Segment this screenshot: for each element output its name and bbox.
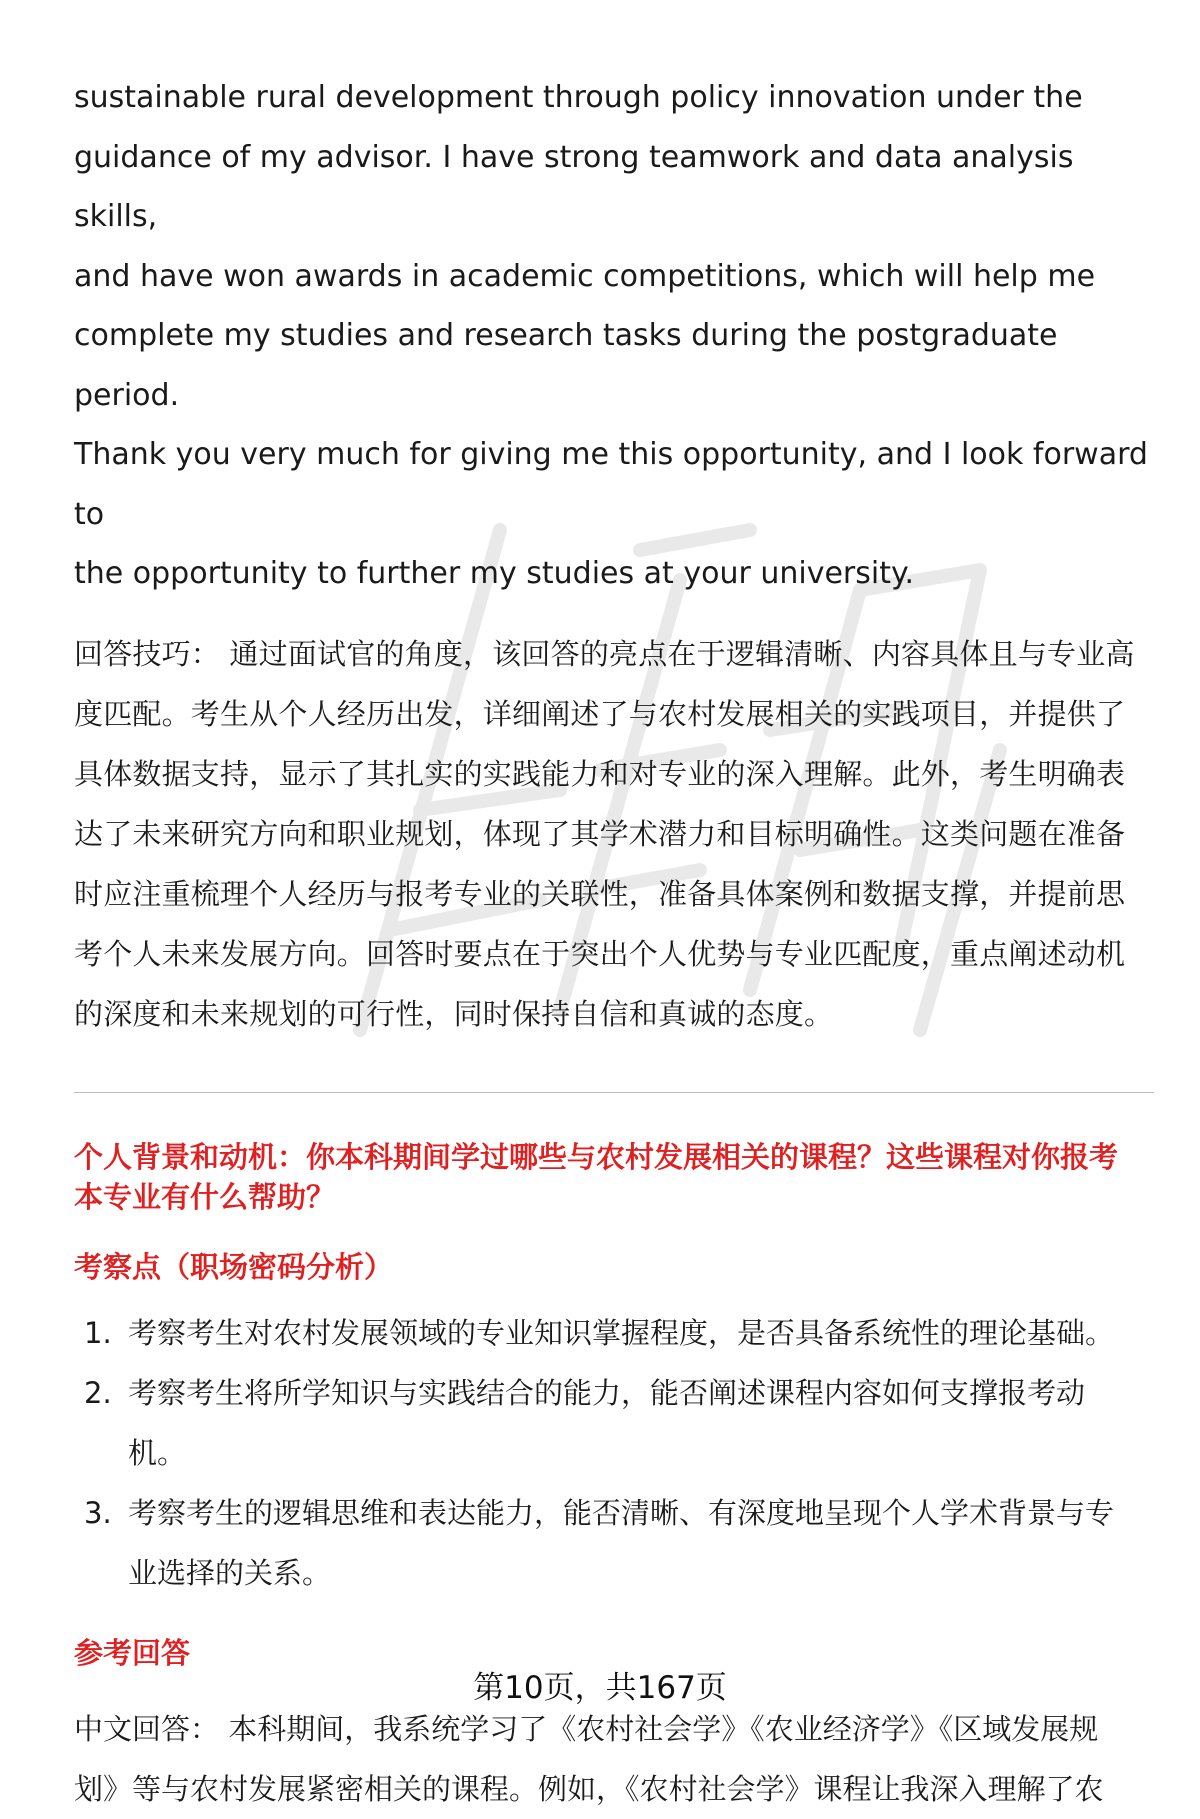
- list-item-text: 考察考生将所学知识与实践结合的能力，能否阐述课程内容如何支撑报考动: [128, 1375, 1086, 1410]
- question-heading: [74, 1137, 1154, 1217]
- text-line: complete my studies and research tasks during the postgraduate period.: [74, 318, 1058, 413]
- text-line: 本专业有什么帮助？: [74, 1179, 336, 1214]
- text-line: 度匹配。考生从个人经历出发，详细阐述了与农村发展相关的实践项目，并提供了: [74, 696, 1126, 731]
- text-line: guidance of my advisor. I have strong teamwork and data analysis skills,: [74, 139, 1074, 234]
- chinese-answer-paragraph: [74, 1699, 1154, 1819]
- assessment-points-list: [74, 1303, 1154, 1603]
- list-item-text: 考察考生的逻辑思维和表达能力，能否清晰、有深度地呈现个人学术背景与专: [128, 1495, 1115, 1530]
- list-item: [74, 1303, 1154, 1363]
- text-line: 时应注重梳理个人经历与报考专业的关联性，准备具体案例和数据支撑，并提前思: [74, 876, 1126, 911]
- text-line: 划》等与农村发展紧密相关的课程。例如，《农村社会学》课程让我深入理解了农: [74, 1771, 1104, 1806]
- text-line: and have won awards in academic competitions, which will help me: [74, 258, 1096, 294]
- section-divider: [74, 1092, 1154, 1093]
- list-item-text: 业选择的关系。: [128, 1555, 332, 1590]
- reference-answer-heading: 参考回答: [74, 1635, 191, 1670]
- text-line: 达了未来研究方向和职业规划，体现了其学术潜力和目标明确性。这类问题在准备: [74, 816, 1126, 851]
- text-line: 的深度和未来规划的可行性，同时保持自信和真诚的态度。: [74, 996, 834, 1031]
- text-line: 回答技巧： 通过面试官的角度，该回答的亮点在于逻辑清晰、内容具体且与专业高: [74, 636, 1135, 671]
- list-number: 3.: [84, 1495, 112, 1530]
- list-item-text: 考察考生对农村发展领域的专业知识掌握程度，是否具备系统性的理论基础。: [128, 1315, 1115, 1350]
- list-number: 2.: [84, 1375, 112, 1410]
- page-content: [74, 68, 1154, 1819]
- text-line: Thank you very much for giving me this opportunity, and I look forward to: [74, 437, 1148, 532]
- text-line: the opportunity to further my studies at your university.: [74, 556, 914, 591]
- page-number-footer: 第10页，共167页: [473, 1670, 727, 1706]
- list-item-text: 机。: [128, 1435, 187, 1470]
- list-item: [74, 1483, 1154, 1603]
- list-number: 1.: [84, 1315, 112, 1350]
- list-item: [74, 1363, 1154, 1483]
- assessment-points-heading: 考察点（职场密码分析）: [74, 1249, 394, 1284]
- english-answer-paragraph: [74, 68, 1154, 604]
- text-line: sustainable rural development through policy innovation under the: [74, 80, 1083, 115]
- text-line: 具体数据支持，显示了其扎实的实践能力和对专业的深入理解。此外，考生明确表: [74, 756, 1126, 791]
- answer-tips-paragraph: [74, 624, 1154, 1044]
- text-line: 中文回答： 本科期间，我系统学习了《农村社会学》《农业经济学》《区域发展规: [74, 1711, 1099, 1746]
- text-line: 个人背景和动机：你本科期间学过哪些与农村发展相关的课程？这些课程对你报考: [74, 1139, 1119, 1174]
- text-line: 考个人未来发展方向。回答时要点在于突出个人优势与专业匹配度，重点阐述动机: [74, 936, 1126, 971]
